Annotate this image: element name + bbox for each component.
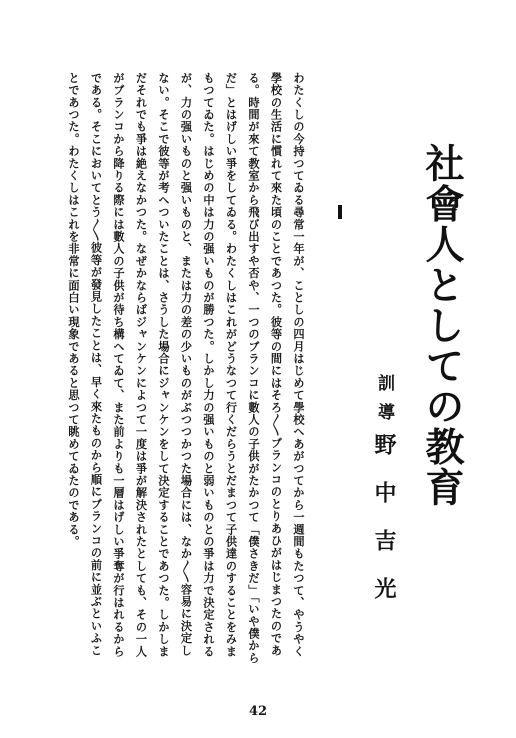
body-paragraph: わたくしの今持つてゐる尋常一年が、ことしの四月はじめて學校へあがつてから一週間もたつて、やうやく學校の生活に慣れて來た頃のことであつた。彼等の間にはそろ〳〵ブランコのとりあひがはじまつたのである。時間が來て教室から飛び出すや否や、一つのブランコに數人の子供がたかつて「僕さきだ」「いや僕からだ」とはげしい爭をしてゐる。わたくしはこれがどうなつて行くだらうとだまつて子供達のすることをみまもつてゐた。はじめの中は力の强いものが勝つた。しかし力の强いものと弱いものとの爭は力で決定されるが、力の强いものと强いものと、または力の差の少いものがぶつつかつた場合には、なか〳〵容易に決定しない。そこで彼等が考へついたことは、さうした場合にジャンケンをして決定することであつた。しかしまだそれでも爭は絶えなかつた。なぜかならばジャンケンによつて一度は爭が解決されたとしても、その一人がブランコから降りる際には數人の子供が待ち構へてゐて、また前よりも一層はげしい爭奪が行はれるからである。そこにおいてとう〳〵彼等が發見したことは、早く來たものから順にブランコの前に並ぶといふことであつた。わたくしはこれを非常に面白い現象であると思つて眺めてゐたのである。 xyxy=(67,72,306,665)
body-text xyxy=(63,72,311,668)
author-role: 訓導 xyxy=(374,374,394,432)
page-number: 42 xyxy=(248,704,268,719)
section-dash-mark xyxy=(338,205,342,219)
author-name: 野中吉光 xyxy=(371,433,397,625)
article-title: 社會人としての教育 xyxy=(419,143,465,508)
